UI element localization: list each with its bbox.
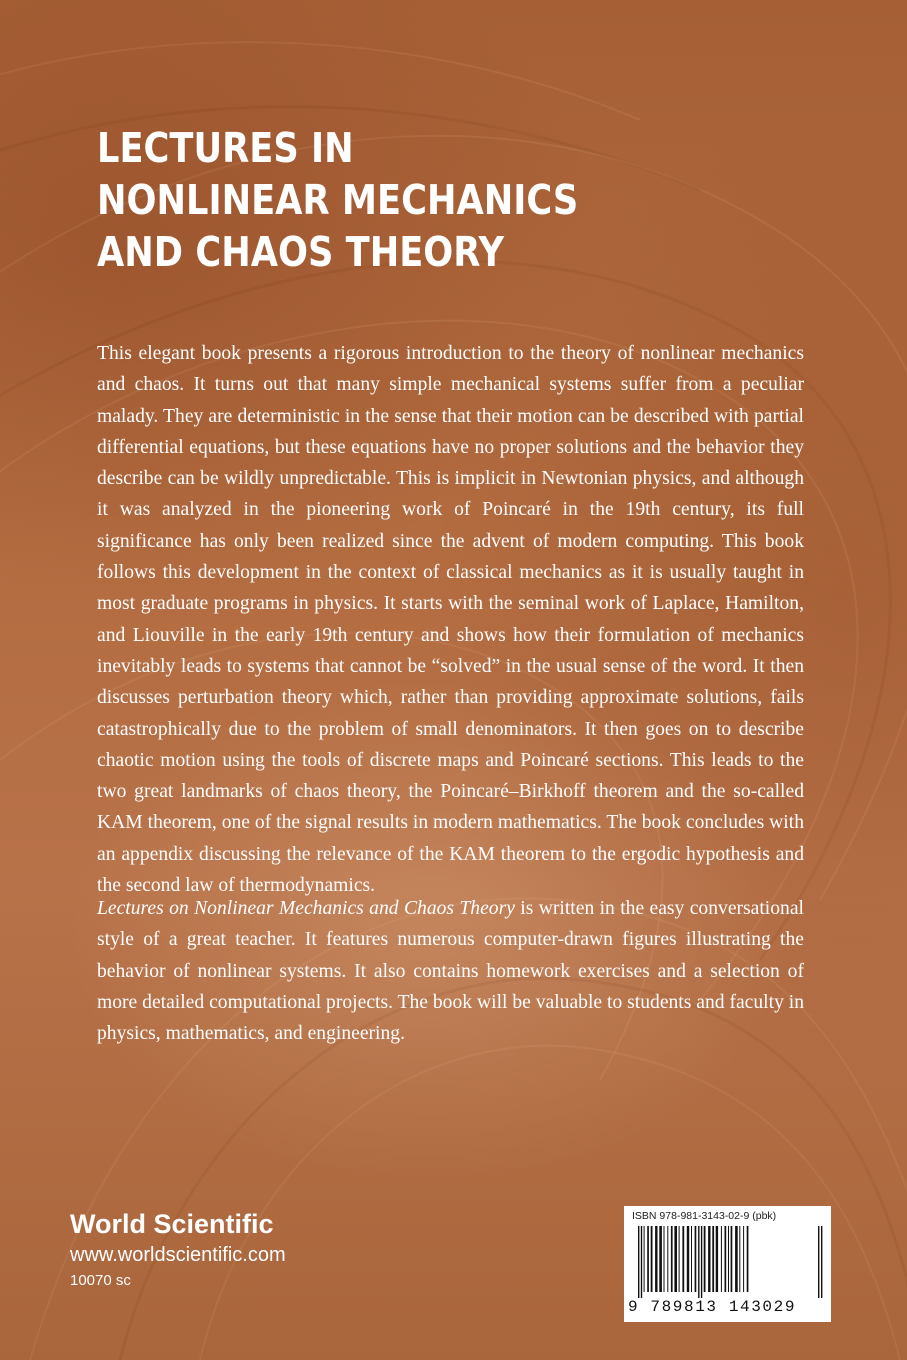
barcode-bar (667, 1226, 668, 1292)
barcode-bar (691, 1226, 692, 1292)
barcode-bar (655, 1226, 657, 1292)
publisher-code: 10070 sc (70, 1272, 131, 1289)
barcode-bar (687, 1226, 689, 1292)
barcode-bar (644, 1226, 645, 1292)
barcode-bar (716, 1226, 718, 1292)
barcode-icon (636, 1226, 824, 1298)
barcode-bar (641, 1226, 642, 1298)
barcode-bar (647, 1226, 649, 1292)
barcode-bar (721, 1226, 722, 1292)
barcode-bar (659, 1226, 662, 1292)
publisher-block (70, 1208, 286, 1292)
blurb-book-title-italic: Lectures on Nonlinear Mechanics and Chaos Theory (97, 898, 515, 919)
barcode-bar (725, 1226, 727, 1292)
barcode-bar (679, 1226, 680, 1292)
barcode-bar (818, 1226, 819, 1298)
barcode-bar (664, 1226, 665, 1292)
barcode-bar (708, 1226, 710, 1292)
publisher-name: World Scientific (70, 1209, 274, 1239)
blurb-paragraph-1: This elegant book presents a rigorous introduction to the theory of nonlinear mechanics and chaos. It turns out that many simple mechanical systems suffer from a peculiar malady. They are deterministic in the sense that their motion can be described with partial differential equations, but these equations have no proper solutions and the behavior they describe can be wildly unpredictable. This is implicit in Newtonian physics, and although it was analyzed in the pioneering work of Poincaré in the 19th century, its full significance has only been realized since the advent of modern computing. This book follows this development in the context of classical mechanics as it is usually taught in most graduate programs in physics. It starts with the seminal work of Laplace, Hamilton, and Liouville in the early 19th century and shows how their formulation of mechanics inevitably leads to systems that cannot be “solved” in the usual sense of the word. It then discusses perturbation theory which, rather than providing approximate solutions, fails catastrophically due to the problem of small denominators. It then goes on to describe chaotic motion using the tools of discrete maps and Poincaré sections. This leads to the two great landmarks of chaos theory, the Poincaré–Birkhoff theorem and the so-called KAM theorem, one of the signal results in modern mathematics. The book concludes with an appendix discussing the relevance of the KAM theorem to the ergodic hypothesis and the second law of thermodynamics. (97, 343, 804, 897)
barcode-bar (747, 1226, 749, 1292)
barcode-bar (701, 1226, 702, 1298)
blurb-paragraph-2 (97, 893, 804, 1049)
title-line-2: NONLINEAR MECHANICS (97, 176, 579, 224)
barcode-bar (735, 1226, 738, 1292)
barcode-bar (674, 1226, 677, 1292)
title-line-1: LECTURES IN (97, 124, 354, 172)
barcode-digits: 9 789813 143029 (628, 1298, 797, 1316)
barcode-bar (728, 1226, 729, 1292)
barcode-bar (704, 1226, 706, 1292)
title-line-3: AND CHAOS THEORY (97, 228, 505, 276)
book-title (97, 122, 578, 278)
barcode-bar (712, 1226, 714, 1292)
blurb-paragraph-2-text: is written in the easy conversational style of a great teacher. It features numerous computer-drawn figures illustrating the behavior of nonlinear systems. It also contains homework exercises and a selection of more detailed computational projects. The book will be valuable to students and faculty in physics, mathematics, and engineering. (97, 898, 805, 1045)
barcode-bar (739, 1226, 740, 1292)
barcode-bar (698, 1226, 699, 1298)
barcode-bar (743, 1226, 744, 1292)
barcode-bar (671, 1226, 673, 1292)
barcode-bar (731, 1226, 733, 1292)
barcode-bar (651, 1226, 653, 1292)
isbn-barcode-box (624, 1206, 831, 1322)
barcode-bar (821, 1226, 822, 1298)
publisher-url: www.worldscientific.com (70, 1244, 286, 1266)
isbn-label: ISBN 978-981-3143-02-9 (pbk) (632, 1210, 777, 1222)
barcode-bar (682, 1226, 684, 1292)
barcode-bar (695, 1226, 697, 1292)
barcode-bar (638, 1226, 639, 1298)
